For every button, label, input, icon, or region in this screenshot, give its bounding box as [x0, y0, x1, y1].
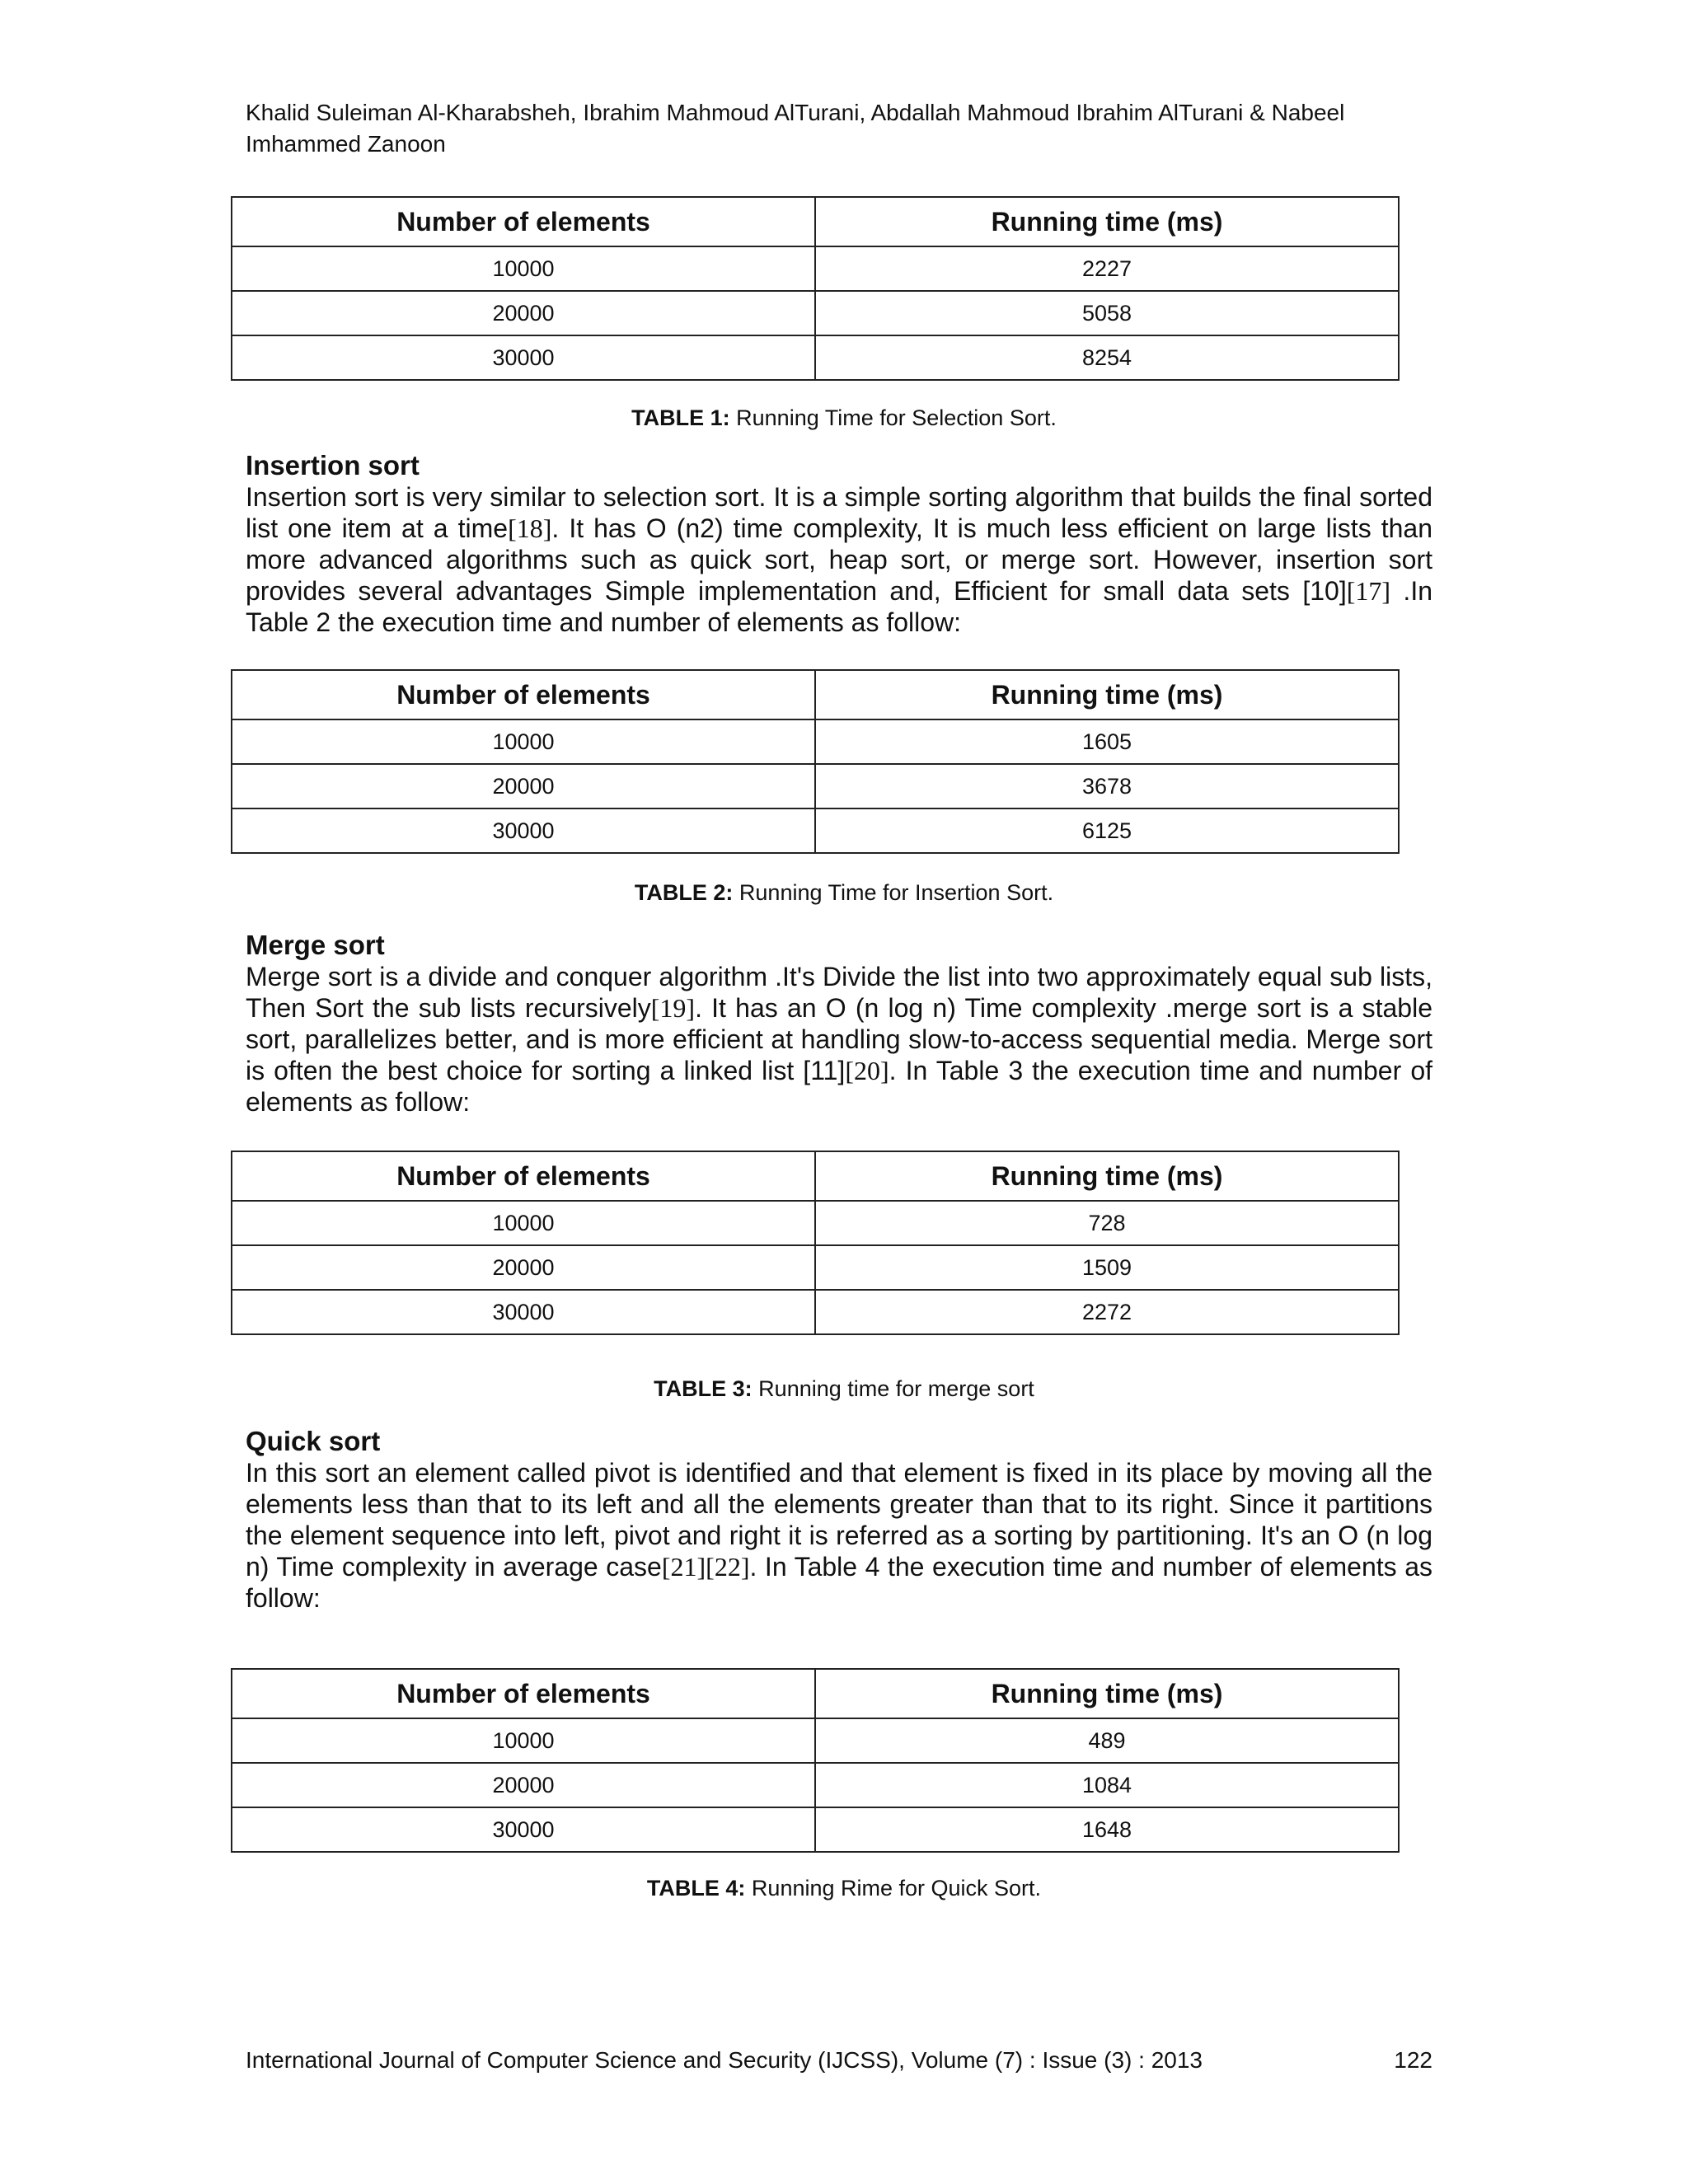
table-cell: 728: [815, 1201, 1399, 1245]
section-paragraph: [246, 1457, 1432, 1614]
table-cell: 10000: [232, 1718, 815, 1763]
table-merge-sort: [231, 1151, 1400, 1335]
table-cell: 30000: [232, 1290, 815, 1334]
table-row: [232, 1763, 1399, 1807]
caption-text: Running Rime for Quick Sort.: [745, 1876, 1042, 1900]
citation: [21][22]: [661, 1552, 750, 1582]
caption-text: Running Time for Insertion Sort.: [733, 880, 1054, 905]
table-row: [232, 1201, 1399, 1245]
table-cell: 6125: [815, 808, 1399, 853]
citation: [17]: [1346, 576, 1391, 606]
table-cell: 489: [815, 1718, 1399, 1763]
table-cell: 2227: [815, 246, 1399, 291]
table-row: [232, 1807, 1399, 1852]
column-header: Running time (ms): [815, 1669, 1399, 1718]
table-caption: [0, 1376, 1688, 1402]
table-cell: 1605: [815, 719, 1399, 764]
citation: [20]: [845, 1056, 889, 1085]
column-header: Number of elements: [232, 1151, 815, 1201]
section-paragraph: [246, 481, 1432, 638]
section-paragraph: [246, 961, 1432, 1118]
table-cell: 10000: [232, 719, 815, 764]
table-row: [232, 1245, 1399, 1290]
paragraph-text: .In Table 2 the execution time and number of elements as follow:: [246, 576, 1433, 637]
paragraph-text: In this sort an element called pivot is identified and that element is fixed in its place by moving all the elements less than that to its left and all the elements greater than that to its right. Since it partitions the element sequence into left, pivot and right it is referred as a sorting by partitioning. It's an O (n log n) Time complexity in average case: [246, 1458, 1432, 1582]
table-cell: 20000: [232, 764, 815, 808]
table-row: [232, 246, 1399, 291]
caption-label: TABLE 3:: [654, 1376, 753, 1401]
table-cell: 1509: [815, 1245, 1399, 1290]
table-row: [232, 1718, 1399, 1763]
table-cell: 1084: [815, 1763, 1399, 1807]
column-header: Running time (ms): [815, 670, 1399, 719]
table-row: [232, 291, 1399, 335]
table-cell: 8254: [815, 335, 1399, 380]
table-row: [232, 764, 1399, 808]
table-selection-sort: [231, 196, 1400, 381]
table-cell: 5058: [815, 291, 1399, 335]
table-cell: 1648: [815, 1807, 1399, 1852]
column-header: Running time (ms): [815, 197, 1399, 246]
column-header: Number of elements: [232, 1669, 815, 1718]
table-caption: [0, 1876, 1688, 1901]
table-row: [232, 1290, 1399, 1334]
column-header: Number of elements: [232, 670, 815, 719]
column-header: Running time (ms): [815, 1151, 1399, 1201]
citation: [18]: [508, 513, 552, 543]
table-row: [232, 719, 1399, 764]
section-heading: Quick sort: [246, 1426, 381, 1456]
table-cell: 30000: [232, 1807, 815, 1852]
caption-text: Running time for merge sort: [752, 1376, 1034, 1401]
caption-label: TABLE 1:: [631, 405, 730, 430]
caption-label: TABLE 4:: [646, 1876, 746, 1900]
table-cell: 3678: [815, 764, 1399, 808]
column-header: Number of elements: [232, 197, 815, 246]
caption-label: TABLE 2:: [634, 880, 734, 905]
paragraph-text: . It has O (n2) time complexity, It is much less efficient on large lists than more advanced algorithms such as quick sort, heap sort, or merge sort. However, insertion sort provides several advantages Simple implementation and, Efficient for small data sets [10]: [246, 513, 1433, 606]
paragraph-text: . In Table 3 the execution time and number of elements as follow:: [246, 1056, 1433, 1117]
table-cell: 10000: [232, 246, 815, 291]
running-header: Khalid Suleiman Al-Kharabsheh, Ibrahim Mahmoud AlTurani, Abdallah Mahmoud Ibrahim AlTurani & Nabeel Imhammed Zanoon: [246, 100, 1345, 157]
table-cell: 2272: [815, 1290, 1399, 1334]
table-cell: 20000: [232, 1763, 815, 1807]
paragraph-text: Merge sort is a divide and conquer algorithm .It's Divide the list into two approximately equal sub lists, Then Sort the sub lists recursively: [246, 962, 1432, 1023]
table-caption: [0, 405, 1688, 431]
table-cell: 10000: [232, 1201, 815, 1245]
paragraph-text: . In Table 4 the execution time and number of elements as follow:: [246, 1552, 1433, 1613]
table-cell: 20000: [232, 291, 815, 335]
paragraph-text: Insertion sort is very similar to selection sort. It is a simple sorting algorithm that builds the final sorted list one item at a time: [246, 482, 1432, 543]
table-caption: [0, 880, 1688, 906]
paragraph-text: . It has an O (n log n) Time complexity .merge sort is a stable sort, parallelizes better, and is more efficient at handling slow-to-access sequential media. Merge sort is often the best choice for sorting a linked list [11]: [246, 993, 1432, 1085]
table-row: [232, 335, 1399, 380]
section-heading: Insertion sort: [246, 450, 420, 480]
table-cell: 30000: [232, 335, 815, 380]
citation: [19]: [650, 993, 696, 1023]
section-heading: Merge sort: [246, 930, 385, 960]
table-insertion-sort: [231, 669, 1400, 854]
page-footer: [246, 2047, 1432, 2074]
table-quick-sort: [231, 1668, 1400, 1853]
caption-text: Running Time for Selection Sort.: [729, 405, 1057, 430]
table-cell: 20000: [232, 1245, 815, 1290]
journal-citation: International Journal of Computer Science and Security (IJCSS), Volume (7) : Issue (3) : 2013: [246, 2047, 1203, 2073]
table-cell: 30000: [232, 808, 815, 853]
table-row: [232, 808, 1399, 853]
page-number: 122: [1394, 2047, 1432, 2073]
